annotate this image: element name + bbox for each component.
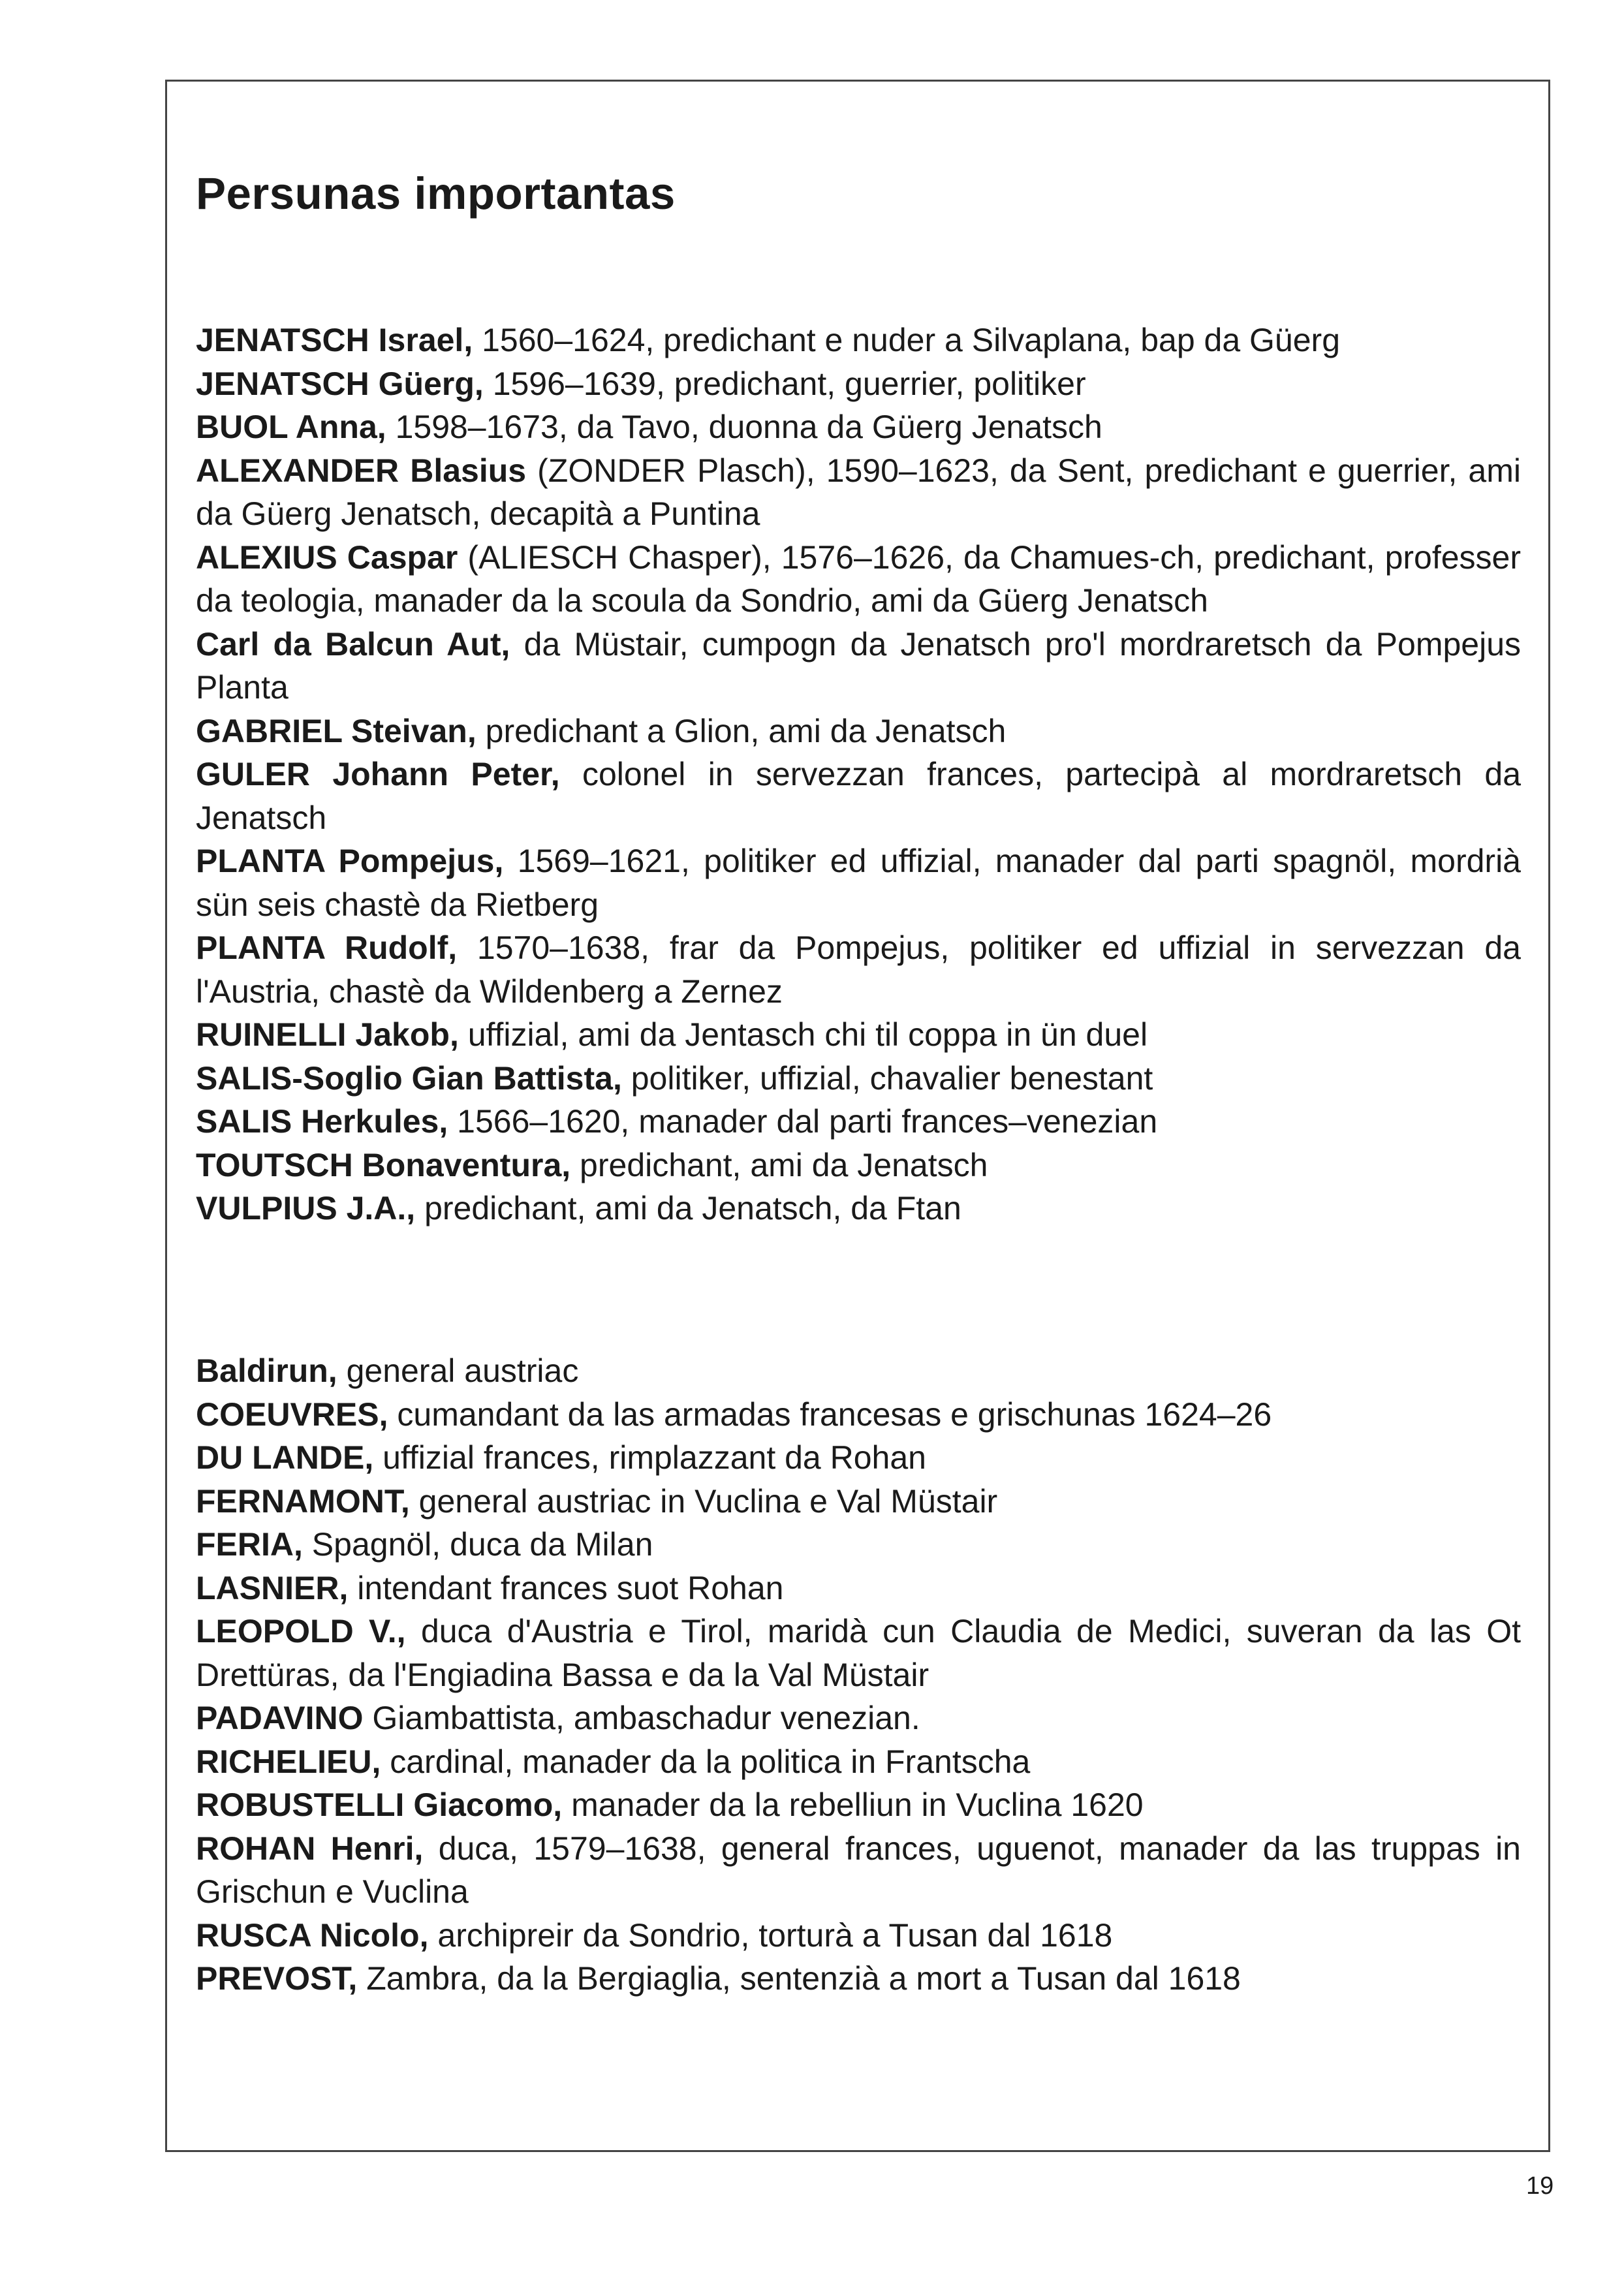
person-entry <box>196 1144 1521 1187</box>
person-entry <box>196 753 1521 839</box>
person-entry <box>196 1100 1521 1144</box>
person-entry <box>196 362 1521 406</box>
person-description: predichant, ami da Jenatsch <box>570 1146 988 1183</box>
person-name: SALIS Herkules, <box>196 1103 448 1140</box>
person-description: colonel in servezzan frances, partecipà al mordraretsch da Jenatsch <box>196 756 1521 836</box>
person-entry <box>196 1187 1521 1230</box>
person-description: Spagnöl, duca da Milan <box>302 1526 653 1563</box>
person-name: LASNIER, <box>196 1569 349 1606</box>
person-entry <box>196 1696 1521 1740</box>
person-description: 1566–1620, manader dal parti frances–venezian <box>448 1103 1158 1140</box>
person-description: 1560–1624, predichant e nuder a Silvaplana, bap da Güerg <box>473 322 1341 358</box>
person-entry <box>196 536 1521 623</box>
person-description: 1570–1638, frar da Pompejus, politiker ed uffizial in servezzan da l'Austria, chastè da Wildenberg a Zernez <box>196 929 1521 1010</box>
person-name: RUINELLI Jakob, <box>196 1016 459 1053</box>
person-name: RUSCA Nicolo, <box>196 1916 429 1954</box>
person-description: 1596–1639, predichant, guerrier, politiker <box>483 365 1086 402</box>
person-name: PLANTA Pompejus, <box>196 843 504 879</box>
person-description: manader da la rebelliun in Vuclina 1620 <box>562 1787 1144 1823</box>
person-entry <box>196 1057 1521 1101</box>
person-name: COEUVRES, <box>196 1396 388 1433</box>
person-entry <box>196 319 1521 362</box>
person-name: JENATSCH Güerg, <box>196 365 484 402</box>
person-list-foreign <box>196 1349 1521 2001</box>
person-description: general austriac in Vuclina e Val Müstair <box>409 1482 998 1520</box>
person-name: GULER Johann Peter, <box>196 756 560 792</box>
person-name: ALEXIUS Caspar <box>196 539 458 576</box>
person-name: JENATSCH Israel, <box>196 322 473 358</box>
person-name: ROBUSTELLI Giacomo, <box>196 1787 563 1823</box>
person-entry <box>196 449 1521 536</box>
person-entry <box>196 1349 1521 1393</box>
person-entry <box>196 1013 1521 1057</box>
person-entry <box>196 623 1521 710</box>
person-name: BUOL Anna, <box>196 409 386 445</box>
person-name: PREVOST, <box>196 1960 358 1997</box>
person-name: ROHAN Henri, <box>196 1830 424 1867</box>
person-name: RICHELIEU, <box>196 1743 381 1780</box>
person-description: da Müstair, cumpogn da Jenatsch pro'l mordraretsch da Pompejus Planta <box>196 625 1521 706</box>
person-description: uffizial frances, rimplazzant da Rohan <box>373 1439 926 1476</box>
person-name: Baldirun, <box>196 1352 337 1389</box>
person-description: 1598–1673, da Tavo, duonna da Güerg Jenatsch <box>386 409 1102 445</box>
person-description: uffizial, ami da Jentasch chi til coppa in ün duel <box>458 1016 1148 1053</box>
person-description: (ZONDER Plasch), 1590–1623, da Sent, predichant e guerrier, ami da Güerg Jenatsch, decapità a Puntina <box>196 452 1521 532</box>
person-description: duca, 1579–1638, general frances, uguenot, manader da las truppas in Grischun e Vuclina <box>196 1830 1521 1910</box>
person-description: archipreir da Sondrio, torturà a Tusan dal 1618 <box>428 1916 1113 1954</box>
person-name: TOUTSCH Bonaventura, <box>196 1146 571 1183</box>
person-name: LEOPOLD V., <box>196 1613 406 1649</box>
person-name: ALEXANDER Blasius <box>196 452 527 489</box>
person-description: (ALIESCH Chasper), 1576–1626, da Chamues-ch, predichant, professer da teologia, manader da la scoula da Sondrio, ami da Güerg Jenatsch <box>196 539 1522 619</box>
person-description: predichant, ami da Jenatsch, da Ftan <box>415 1190 961 1226</box>
person-entry <box>196 1783 1521 1827</box>
person-description: politiker, uffizial, chavalier benestant <box>621 1059 1153 1097</box>
person-description: Giambattista, ambaschadur venezian. <box>363 1700 920 1736</box>
person-name: FERNAMONT, <box>196 1482 410 1520</box>
person-description: 1569–1621, politiker ed uffizial, manader dal parti spagnöl, mordrià sün seis chastè da Rietberg <box>196 843 1521 923</box>
person-description: Zambra, da la Bergiaglia, sentenzià a mort a Tusan dal 1618 <box>357 1960 1241 1997</box>
person-description: general austriac <box>337 1352 579 1389</box>
person-name: PLANTA Rudolf, <box>196 929 458 966</box>
person-name: DU LANDE, <box>196 1439 374 1476</box>
person-entry <box>196 1480 1521 1523</box>
person-name: Carl da Balcun Aut, <box>196 625 510 663</box>
person-entry <box>196 1523 1521 1567</box>
person-list-main <box>196 319 1521 1230</box>
person-entry <box>196 1914 1521 1958</box>
person-entry <box>196 405 1521 449</box>
person-description: cumandant da las armadas francesas e grischunas 1624–26 <box>388 1396 1272 1433</box>
person-description: duca d'Austria e Tirol, maridà cun Claudia de Medici, suveran da las Ot Drettüras, da l'Engiadina Bassa e da la Val Müstair <box>196 1613 1521 1693</box>
page-number: 19 <box>1526 2172 1554 2200</box>
person-entry <box>196 1393 1521 1437</box>
person-entry <box>196 1957 1521 2001</box>
person-entry <box>196 710 1521 753</box>
person-entry <box>196 1436 1521 1480</box>
person-entry <box>196 926 1521 1013</box>
person-entry <box>196 1740 1521 1784</box>
person-entry <box>196 1827 1521 1914</box>
person-name: SALIS-Soglio Gian Battista, <box>196 1059 622 1097</box>
person-description: predichant a Glion, ami da Jenatsch <box>476 712 1007 749</box>
person-name: PADAVINO <box>196 1700 364 1736</box>
person-description: intendant frances suot Rohan <box>348 1569 784 1606</box>
person-entry <box>196 839 1521 926</box>
person-entry <box>196 1610 1521 1696</box>
person-description: cardinal, manader da la politica in Frantscha <box>381 1743 1031 1780</box>
person-entry <box>196 1567 1521 1610</box>
person-name: FERIA, <box>196 1526 303 1563</box>
page-title: Persunas importantas <box>196 168 676 219</box>
person-name: GABRIEL Steivan, <box>196 712 476 749</box>
person-name: VULPIUS J.A., <box>196 1190 416 1226</box>
